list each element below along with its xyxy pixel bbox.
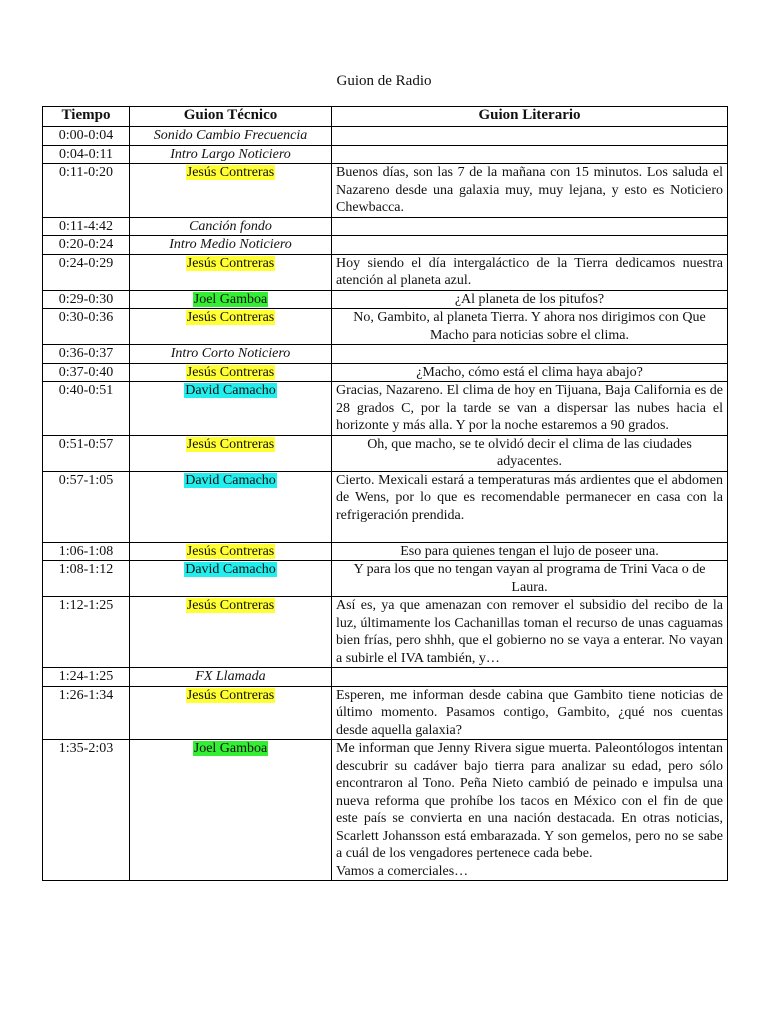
time-cell: 0:57-1:05: [43, 471, 130, 542]
speaker-name: Jesús Contreras: [186, 165, 275, 180]
table-row: [43, 597, 728, 668]
table-row: [43, 435, 728, 471]
table-row: [43, 686, 728, 740]
table-row: [43, 363, 728, 382]
table-row: [43, 345, 728, 364]
lit-cell: Esperen, me informan desde cabina que Gambito tiene noticias de último momento. Pasamos contigo, Gambito, ¿qué nos cuentas desde aquella galaxia?: [332, 686, 728, 740]
lit-cell: Oh, que macho, se te olvidó decir el clima de las ciudades adyacentes.: [332, 435, 728, 471]
speaker-name: David Camacho: [185, 562, 276, 577]
lit-cell: Hoy siendo el día intergaláctico de la Tierra dedicamos nuestra atención al planeta azul.: [332, 254, 728, 290]
tech-cell: [130, 254, 332, 290]
time-cell: 1:06-1:08: [43, 542, 130, 561]
lit-cell: [332, 217, 728, 236]
header-row: [43, 107, 728, 127]
lit-cell: Eso para quienes tengan el lujo de poseer una.: [332, 542, 728, 561]
lit-cell: Buenos días, son las 7 de la mañana con 15 minutos. Los saluda el Nazareno desde una galaxia muy, muy lejana, y esto es Noticiero Chewbacca.: [332, 164, 728, 218]
tech-cell: [130, 561, 332, 597]
speaker-name: Jesús Contreras: [186, 364, 275, 380]
speaker-name: Jesús Contreras: [186, 436, 275, 452]
lit-cell: [332, 236, 728, 255]
table-row: [43, 542, 728, 561]
speaker-name: Jesús Contreras: [186, 687, 275, 703]
tech-cell: [130, 471, 332, 542]
time-cell: 0:29-0:30: [43, 290, 130, 309]
lit-closing-line: Vamos a comerciales…: [336, 863, 469, 879]
table-row: [43, 668, 728, 687]
lit-text: Cierto. Mexicali estará a temperaturas más ardientes que el abdomen de Wens, por lo que es recomendable permanecer en casa con la refrigeración prendida.: [336, 472, 723, 523]
time-cell: 0:40-0:51: [43, 382, 130, 436]
table-row: [43, 309, 728, 345]
time-cell: 0:36-0:37: [43, 345, 130, 364]
time-cell: 0:20-0:24: [43, 236, 130, 255]
tech-cell: [130, 740, 332, 881]
page-title: Guion de Radio: [336, 73, 432, 89]
lit-cell: No, Gambito, al planeta Tierra. Y ahora nos dirigimos con Que Macho para noticias sobre el clima.: [332, 309, 728, 345]
speaker-name: Joel Gamboa: [193, 741, 268, 756]
table-row: [43, 290, 728, 309]
tech-cell: [130, 435, 332, 471]
table-row: [43, 217, 728, 236]
tech-cell: [130, 363, 332, 382]
speaker-name: David Camacho: [185, 383, 276, 398]
table-row: [43, 164, 728, 218]
tech-cell: [130, 309, 332, 345]
speaker-name: Jesús Contreras: [186, 310, 275, 325]
tech-cell: [130, 290, 332, 309]
tech-cell: Intro Medio Noticiero: [130, 236, 332, 255]
lit-cell: [332, 127, 728, 146]
table-row: [43, 561, 728, 597]
time-cell: 0:24-0:29: [43, 254, 130, 290]
time-cell: 0:11-4:42: [43, 217, 130, 236]
time-cell: 1:26-1:34: [43, 686, 130, 740]
lit-cell: ¿Al planeta de los pitufos?: [332, 290, 728, 309]
lit-cell: [332, 345, 728, 364]
table-row: [43, 382, 728, 436]
tech-cell: [130, 686, 332, 740]
tech-cell: Intro Largo Noticiero: [130, 145, 332, 164]
lit-cell: Y para los que no tengan vayan al programa de Trini Vaca o de Laura.: [332, 561, 728, 597]
tech-cell: [130, 382, 332, 436]
table-row: [43, 145, 728, 164]
table-row: [43, 127, 728, 146]
tech-cell: [130, 542, 332, 561]
table-row: [43, 471, 728, 542]
speaker-name: David Camacho: [185, 472, 276, 488]
tech-cell: [130, 597, 332, 668]
speaker-name: Joel Gamboa: [193, 291, 268, 307]
lit-cell: Así es, ya que amenazan con remover el subsidio del recibo de la luz, últimamente los Cachanillas toman el recurso de unas caguamas bien frías, pero shhh, que el gobierno no se vaya a enterar. No vayan a subirle el IVA también, y…: [332, 597, 728, 668]
tech-cell: FX Llamada: [130, 668, 332, 687]
tech-cell: Sonido Cambio Frecuencia: [130, 127, 332, 146]
time-cell: 0:11-0:20: [43, 164, 130, 218]
lit-cell: ¿Macho, cómo está el clima haya abajo?: [332, 363, 728, 382]
table-row: [43, 254, 728, 290]
time-cell: 0:51-0:57: [43, 435, 130, 471]
time-cell: 0:37-0:40: [43, 363, 130, 382]
table-row: [43, 740, 728, 881]
lit-cell: [332, 668, 728, 687]
time-cell: 1:35-2:03: [43, 740, 130, 881]
lit-cell: [332, 740, 728, 881]
time-cell: 0:00-0:04: [43, 127, 130, 146]
header-time: Tiempo: [43, 107, 130, 127]
time-cell: 1:12-1:25: [43, 597, 130, 668]
script-table: [42, 106, 728, 881]
lit-paragraph: Me informan que Jenny Rivera sigue muerta. Paleontólogos intentan descubrir su cadáver bajo tierra para analizar su edad, pero sólo encontraron al Tono. Peña Nieto cambió de peinado e impulsa una nueva reforma que prohíbe los tacos en México con el fin de que este país se convierta en una nación destacada. En otras noticias, Scarlett Johansson está embarazada. Y son gemelos, pero no se sabe a cuál de los vengadores pertenece cada bebe.: [336, 741, 723, 861]
speaker-name: Jesús Contreras: [186, 598, 275, 613]
time-cell: 1:08-1:12: [43, 561, 130, 597]
time-cell: 0:04-0:11: [43, 145, 130, 164]
lit-cell: [332, 145, 728, 164]
header-tech: Guion Técnico: [130, 107, 332, 127]
lit-cell: Gracias, Nazareno. El clima de hoy en Tijuana, Baja California es de 28 grados C, por la tarde se van a dispersar las nubes hacia el horizonte y más alla. Y por la noche estaremos a 90 grados.: [332, 382, 728, 436]
tech-cell: Intro Corto Noticiero: [130, 345, 332, 364]
time-cell: 0:30-0:36: [43, 309, 130, 345]
lit-cell: [332, 471, 728, 542]
tech-cell: Canción fondo: [130, 217, 332, 236]
speaker-name: Jesús Contreras: [186, 543, 275, 559]
header-lit: Guion Literario: [332, 107, 728, 127]
table-row: [43, 236, 728, 255]
speaker-name: Jesús Contreras: [186, 255, 275, 271]
time-cell: 1:24-1:25: [43, 668, 130, 687]
tech-cell: [130, 164, 332, 218]
